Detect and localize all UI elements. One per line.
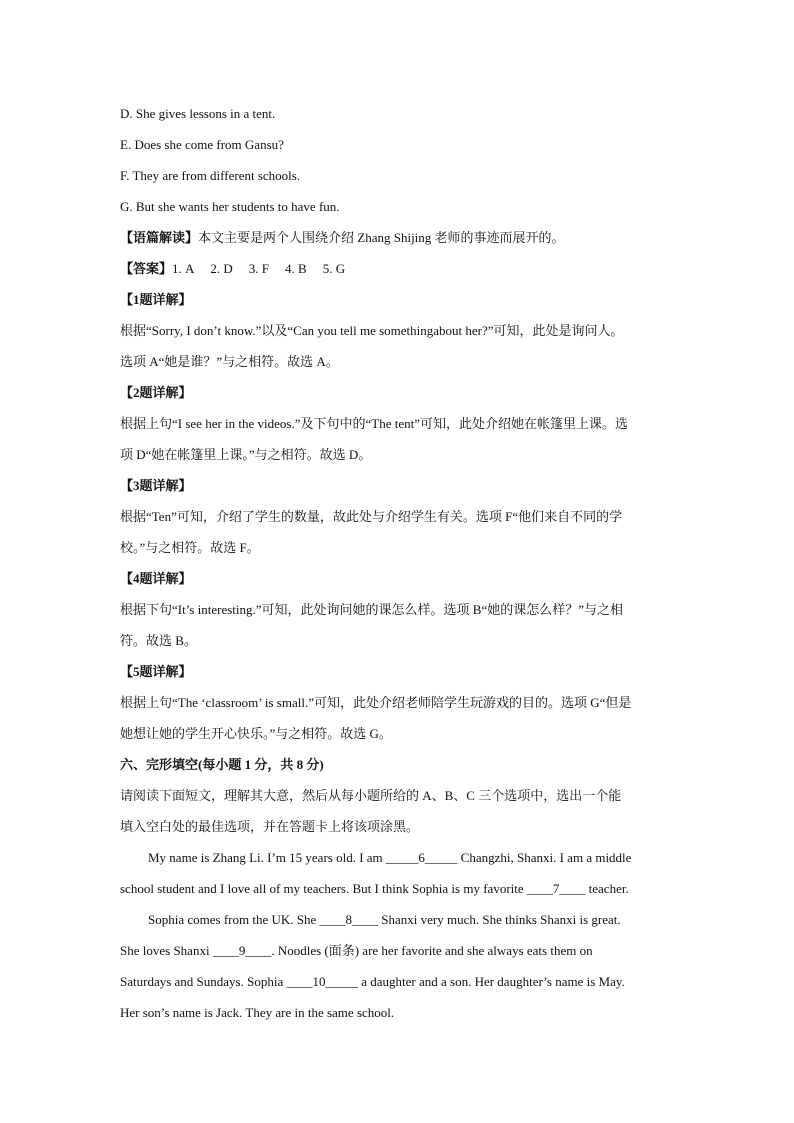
cloze-blank-10: ____10_____ [286,974,358,989]
section-6-instructions-line-1: 请阅读下面短文，理解其大意，然后从每小题所给的 A、B、C 三个选项中，选出一个能 [120,788,622,803]
explanation-3-line-2: 校。”与之相符。故选 F。 [120,540,260,555]
explanation-4-line-1: 根据下句“It’s interesting.”可知，此处询问她的课怎么样。选项 B“她的课怎么样？”与之相 [120,602,623,617]
cloze-passage-line-1 [120,842,680,873]
cloze-text: . Noodles (面条) are her favorite and she always eats them on [271,943,593,958]
cloze-passage-line-3 [120,904,680,935]
answer-key-label: 【答案】 [120,261,173,276]
cloze-passage-line-2 [120,873,680,904]
option-d: D. She gives lessons in a tent. [120,106,276,121]
cloze-text: Shanxi very much. She thinks Shanxi is great. [378,912,621,927]
cloze-text: Sophia comes from the UK. She [148,912,320,927]
explanation-1-title: 【1题详解】 [120,292,192,307]
explanation-5-title: 【5题详解】 [120,664,192,679]
passage-analysis [120,222,680,253]
cloze-blank-6: _____6_____ [385,850,458,865]
answer-item: 3. F [248,261,270,276]
explanation-3-title: 【3题详解】 [120,478,192,493]
cloze-text: Saturdays and Sundays. Sophia [120,974,287,989]
section-6-instructions-line-2: 填入空白处的最佳选项，并在答题卡上将该项涂黑。 [120,819,420,834]
answer-item: 5. G [322,261,346,276]
answer-key [120,253,680,284]
cloze-blank-9: ____9____ [212,943,272,958]
explanation-2-line-2: 项 D“她在帐篷里上课。”与之相符。故选 D。 [120,447,372,462]
cloze-blank-7: ____7____ [526,881,586,896]
option-f: F. They are from different schools. [120,168,301,183]
cloze-passage-line-6: Her son’s name is Jack. They are in the same school. [120,1005,395,1020]
answer-item: 2. D [210,261,233,276]
passage-analysis-text: 本文主要是两个人围绕介绍 Zhang Shijing 老师的事迹而展开的。 [198,230,565,245]
explanation-3-line-1: 根据“Ten”可知，介绍了学生的数量，故此处与介绍学生有关。选项 F“他们来自不同的学 [120,509,623,524]
cloze-text: She loves Shanxi [120,943,213,958]
explanation-2-title: 【2题详解】 [120,385,192,400]
explanation-5-line-2: 她想让她的学生开心快乐。”与之相符。故选 G。 [120,726,392,741]
answer-item: 4. B [285,261,307,276]
answer-item: 1. A [172,261,195,276]
cloze-blank-8: ____8____ [319,912,379,927]
cloze-text: My name is Zhang Li. I’m 15 years old. I am [148,850,386,865]
explanation-5-line-1: 根据上句“The ‘classroom’ is small.”可知，此处介绍老师陪学生玩游戏的目的。选项 G“但是 [120,695,632,710]
option-g: G. But she wants her students to have fun. [120,199,340,214]
document-page [120,98,680,1028]
option-e: E. Does she come from Gansu? [120,137,284,152]
passage-analysis-label: 【语篇解读】 [120,230,199,245]
cloze-text: Changzhi, Shanxi. I am a middle [457,850,632,865]
cloze-text: teacher. [585,881,629,896]
explanation-1-line-1: 根据“Sorry, I don’t know.”以及“Can you tell me somethingabout her?”可知，此处是询问人。 [120,323,624,338]
cloze-passage-line-5 [120,966,680,997]
explanation-4-line-2: 符。故选 B。 [120,633,197,648]
section-6-heading: 六、完形填空(每小题 1 分，共 8 分) [120,757,324,772]
explanation-4-title: 【4题详解】 [120,571,192,586]
explanation-2-line-1: 根据上句“I see her in the videos.”及下句中的“The tent”可知，此处介绍她在帐篷里上课。选 [120,416,628,431]
cloze-text: school student and I love all of my teachers. But I think Sophia is my favorite [120,881,527,896]
explanation-1-line-2: 选项 A“她是谁？”与之相符。故选 A。 [120,354,339,369]
cloze-passage-line-4 [120,935,680,966]
cloze-text: a daughter and a son. Her daughter’s name is May. [357,974,625,989]
